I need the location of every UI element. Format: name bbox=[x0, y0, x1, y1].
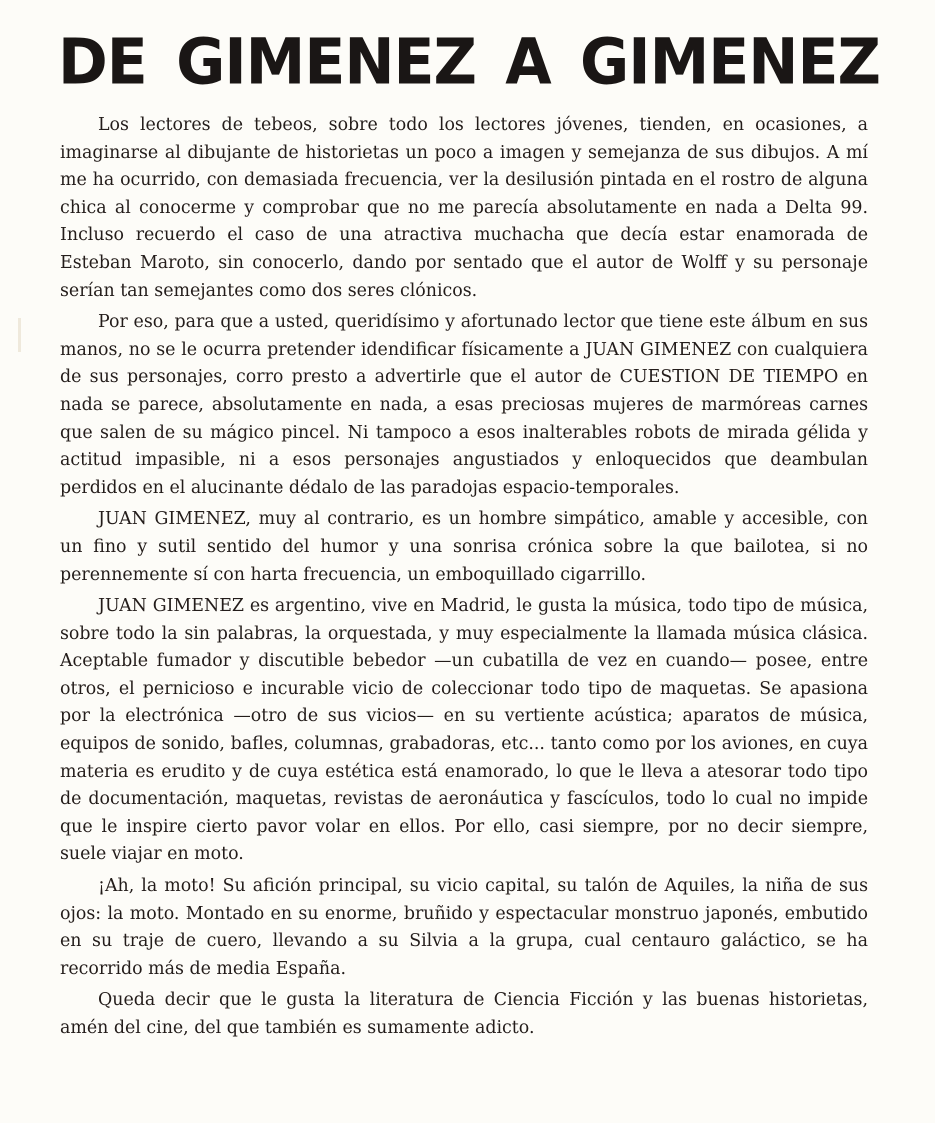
paragraph-1: Los lectores de tebeos, sobre todo los lectores jóvenes, tienden, en ocasiones, a imaginarse al dibujante de historietas un poco a imagen y semejanza de sus dibujos. A mí me ha ocurrido, con demasiada frecuencia, ver la desilusión pintada en el rostro de alguna chica al conocerme y comprobar que no me parecía absolutamente en nada a Delta 99. Incluso recuerdo el caso de una atractiva muchacha que decía estar enamorada de Esteban Maroto, sin conocerlo, dando por sentado que el autor de Wolff y su personaje serían tan semejantes como dos seres clónicos. bbox=[60, 115, 868, 301]
paragraph-4: JUAN GIMENEZ es argentino, vive en Madrid, le gusta la música, todo tipo de música, sobre todo la sin palabras, la orquestada, y muy especialmente la llamada música clásica. Aceptable fumador y discutible bebedor —un cubatilla de vez en cuando— posee, entre otros, el pernicioso e incurable vicio de coleccionar todo tipo de maquetas. Se apasiona por la electrónica —otro de sus vicios— en su vertiente acústica; aparatos de música, equipos de sonido, bafles, columnas, grabadoras, etc... tanto como por los aviones, en cuya materia es erudito y de cuya estética está enamorado, lo que le lleva a atesorar todo tipo de documentación, maquetas, revistas de aeronáutica y fascículos, todo lo cual no impide que le inspire cierto pavor volar en ellos. Por ello, casi siempre, por no decir siempre, suele viajar en moto. bbox=[60, 596, 868, 865]
paragraph-6: Queda decir que le gusta la literatura de Ciencia Ficción y las buenas historietas, amén del cine, del que también es sumamente adicto. bbox=[60, 990, 868, 1038]
article-body bbox=[60, 112, 868, 1043]
paragraph-3: JUAN GIMENEZ, muy al contrario, es un hombre simpático, amable y accesible, con un fino y sutil sentido del humor y una sonrisa crónica sobre la que bailotea, si no perennemente sí con harta frecuencia, un emboquillado cigarrillo. bbox=[60, 509, 868, 585]
margin-mark bbox=[18, 318, 21, 352]
page-title: DE GIMENEZ A GIMENEZ bbox=[58, 26, 880, 100]
paragraph-2: Por eso, para que a usted, queridísimo y afortunado lector que tiene este álbum en sus manos, no se le ocurra pretender idendificar físicamente a JUAN GIMENEZ con cualquiera de sus personajes, corro presto a advertirle que el autor de CUESTION DE TIEMPO en nada se parece, absolutamente en nada, a esas preciosas mujeres de marmóreas carnes que salen de su mágico pincel. Ni tampoco a esos inalterables robots de mirada gélida y actitud impasible, ni a esos personajes angustiados y enloquecidos que deambulan perdidos en el alucinante dédalo de las paradojas espacio-temporales. bbox=[60, 312, 868, 498]
paragraph-5: ¡Ah, la moto! Su afición principal, su vicio capital, su talón de Aquiles, la niña de sus ojos: la moto. Montado en su enorme, bruñido y espectacular monstruo japonés, embutido en su traje de cuero, llevando a su Silvia a la grupa, cual centauro galáctico, se ha recorrido más de media España. bbox=[60, 876, 868, 979]
